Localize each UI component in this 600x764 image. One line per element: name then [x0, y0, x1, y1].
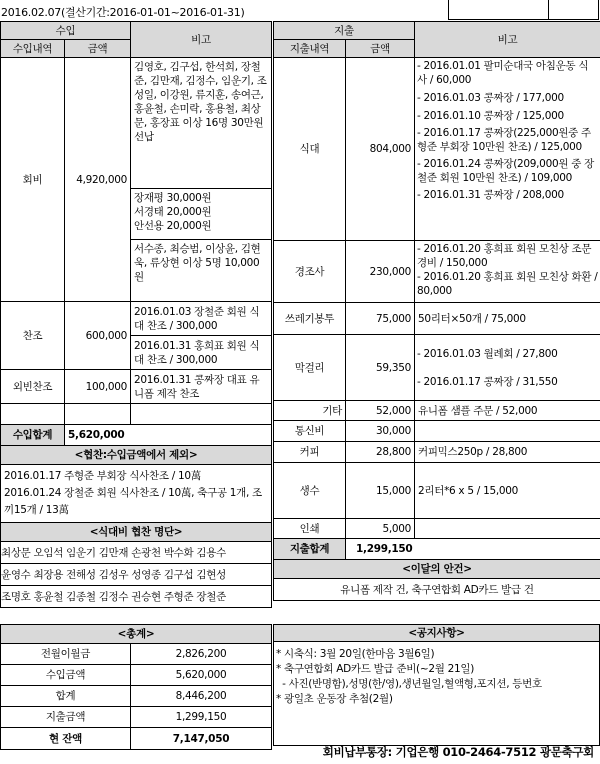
expense-section [273, 21, 600, 601]
sponsor-title: <협찬:수입금액에서 제외> [1, 446, 272, 465]
expense-item: 경조사 [274, 241, 346, 303]
expense-item: 막걸리 [274, 335, 346, 401]
sponsor-lines [1, 465, 272, 523]
meal-list-line: 조명호 홍윤철 김종철 김정수 권승현 주형준 장철준 [1, 586, 272, 608]
expense-amount: 5,000 [346, 519, 415, 539]
agenda-text: 유니폼 제작 건, 축구연합회 AD카드 발급 건 [274, 579, 600, 601]
income-item: 외빈찬조 [1, 370, 65, 404]
top-bar [0, 0, 600, 22]
expense-memo: 유니폼 샘플 주문 / 52,000 [415, 401, 600, 421]
settlement-period: 2016.02.07(결산기간:2016-01-01~2016-01-31) [1, 6, 245, 19]
notice-body [274, 642, 599, 707]
agenda-title: <이달의 안건> [274, 560, 600, 579]
notice-line: * 시축식: 3월 20일(한마음 3월6일) [276, 648, 435, 660]
expense-table [273, 21, 600, 601]
expense-memo-line: - 2016.01.17 콩짜장(225,000원중 주형준 부회장 10만원 찬조) / 125,000 [417, 127, 591, 153]
summary-value: 7,147,050 [131, 728, 272, 750]
expense-memo [415, 519, 600, 539]
income-memo: 2016.01.31 홍희표 회원 식대 찬조 / 300,000 [131, 336, 272, 370]
expense-total-label: 지출합계 [274, 539, 346, 560]
meal-list-line: 최상문 오임석 임운기 김만재 손광천 박수화 김용수 [1, 542, 272, 564]
expense-amount: 28,800 [346, 442, 415, 463]
notice-section [273, 624, 600, 746]
expense-amount: 59,350 [346, 335, 415, 401]
expense-memo [415, 421, 600, 442]
income-title: 수입 [1, 22, 131, 40]
expense-amount: 804,000 [346, 58, 415, 241]
summary-label: 수입금액 [1, 665, 131, 686]
income-total-amount: 5,620,000 [65, 425, 272, 446]
income-memo: 장재평 30,000원 서경태 20,000원 안선용 20,000원 [131, 189, 272, 240]
expense-item: 커피 [274, 442, 346, 463]
expense-memo-line: - 2016.01.03 콩짜장 / 177,000 [417, 92, 564, 104]
header-empty-cell [548, 0, 599, 20]
expense-item: 인쇄 [274, 519, 346, 539]
summary-value: 1,299,150 [131, 707, 272, 728]
expense-item: 식대 [274, 58, 346, 241]
expense-memo [415, 58, 600, 241]
income-item-header: 수입내역 [1, 40, 65, 58]
income-amount: 100,000 [65, 370, 131, 404]
expense-amount: 30,000 [346, 421, 415, 442]
income-total-label: 수입합계 [1, 425, 65, 446]
notice-title: <공지사항> [274, 624, 599, 642]
sponsor-line: 2016.01.17 주형준 부회장 식사찬조 / 10萬 [4, 470, 201, 482]
notice-line: * 광일초 운동장 추첨(2월) [276, 693, 393, 705]
income-memo: 2016.01.31 콩짜장 대표 유니폼 제작 찬조 [131, 370, 272, 404]
expense-memo-line: - 2016.01.20 홍희표 회원 모친상 화환 / 80,000 [417, 271, 598, 297]
summary-value: 8,446,200 [131, 686, 272, 707]
income-memo: 2016.01.03 장철준 회원 식대 찬조 / 300,000 [131, 302, 272, 336]
expense-item-header: 지출내역 [274, 40, 346, 58]
income-memo: 김영호, 김구섭, 한석희, 장철준, 김만재, 김정수, 임운기, 조성일, 이강원, 류지훈, 송여근, 홍윤철, 손미락, 홍용철, 최상문, 홍장표 이상 16명 30만원 선납 [131, 58, 272, 189]
expense-amount-header: 금액 [346, 40, 415, 58]
notice-line: - 사진(반명함),성명(한/영),생년월일,혈액형,포지션, 등번호 [276, 678, 542, 690]
expense-memo-header: 비고 [415, 22, 600, 58]
expense-amount: 230,000 [346, 241, 415, 303]
expense-memo-line: - 2016.01.10 콩짜장 / 125,000 [417, 110, 564, 122]
income-item: 회비 [1, 58, 65, 302]
expense-amount: 15,000 [346, 463, 415, 519]
header-empty-cell [448, 0, 548, 20]
expense-amount: 75,000 [346, 303, 415, 335]
income-memo-header: 비고 [131, 22, 272, 58]
income-amount-header: 금액 [65, 40, 131, 58]
summary-label: 합계 [1, 686, 131, 707]
expense-memo [415, 241, 600, 303]
expense-memo-line: - 2016.01.17 콩짜장 / 31,550 [417, 375, 558, 388]
notice-line: * 축구연합회 AD카드 발급 준비(~2월 21일) [276, 663, 474, 675]
expense-title: 지출 [274, 22, 415, 40]
expense-item: 통신비 [274, 421, 346, 442]
expense-memo-line: - 2016.01.01 팔미순대국 아침운동 식사 / 60,000 [417, 60, 589, 86]
income-table [0, 21, 272, 608]
expense-memo: 50리터×50개 / 75,000 [415, 303, 600, 335]
expense-item: 쓰레기봉투 [274, 303, 346, 335]
summary-label: 지출금액 [1, 707, 131, 728]
summary-section [0, 624, 271, 750]
income-section [0, 21, 271, 608]
summary-table [0, 624, 272, 750]
summary-label: 전월이월금 [1, 644, 131, 665]
sponsor-line: 2016.01.24 장철준 회원 식사찬조 / 10萬, 축구공 1개, 조끼15개 / 13萬 [4, 487, 262, 516]
expense-memo-line: - 2016.01.03 월례회 / 27,800 [417, 347, 558, 360]
expense-amount: 52,000 [346, 401, 415, 421]
expense-memo [415, 335, 600, 401]
meal-list-title: <식대비 협찬 명단> [1, 523, 272, 542]
income-amount: 600,000 [65, 302, 131, 370]
bank-account-footer: 회비납부통장: 기업은행 010-2464-7512 광문축구회 [322, 745, 594, 759]
summary-value: 5,620,000 [131, 665, 272, 686]
income-memo: 서수종, 최승범, 이상윤, 김현욱, 류상현 이상 5명 10,000원 [131, 240, 272, 302]
summary-title: <총계> [1, 625, 272, 644]
expense-total-amount: 1,299,150 [346, 539, 600, 560]
income-amount: 4,920,000 [65, 58, 131, 302]
expense-item: 기타 [274, 401, 346, 421]
expense-memo: 2리터*6 x 5 / 15,000 [415, 463, 600, 519]
summary-value: 2,826,200 [131, 644, 272, 665]
summary-label: 현 잔액 [1, 728, 131, 750]
expense-memo-line: - 2016.01.31 콩짜장 / 208,000 [417, 189, 564, 201]
expense-item: 생수 [274, 463, 346, 519]
meal-list-line: 윤영수 최장용 전해성 김성우 성영종 김구섭 김현성 [1, 564, 272, 586]
expense-memo-line: - 2016.01.20 홍희표 회원 모친상 조문경비 / 150,000 [417, 243, 592, 269]
expense-memo: 커피믹스250p / 28,800 [415, 442, 600, 463]
expense-memo-line: - 2016.01.24 콩짜장(209,000원 중 장철준 회원 10만원 찬조) / 109,000 [417, 158, 594, 184]
income-item: 찬조 [1, 302, 65, 370]
